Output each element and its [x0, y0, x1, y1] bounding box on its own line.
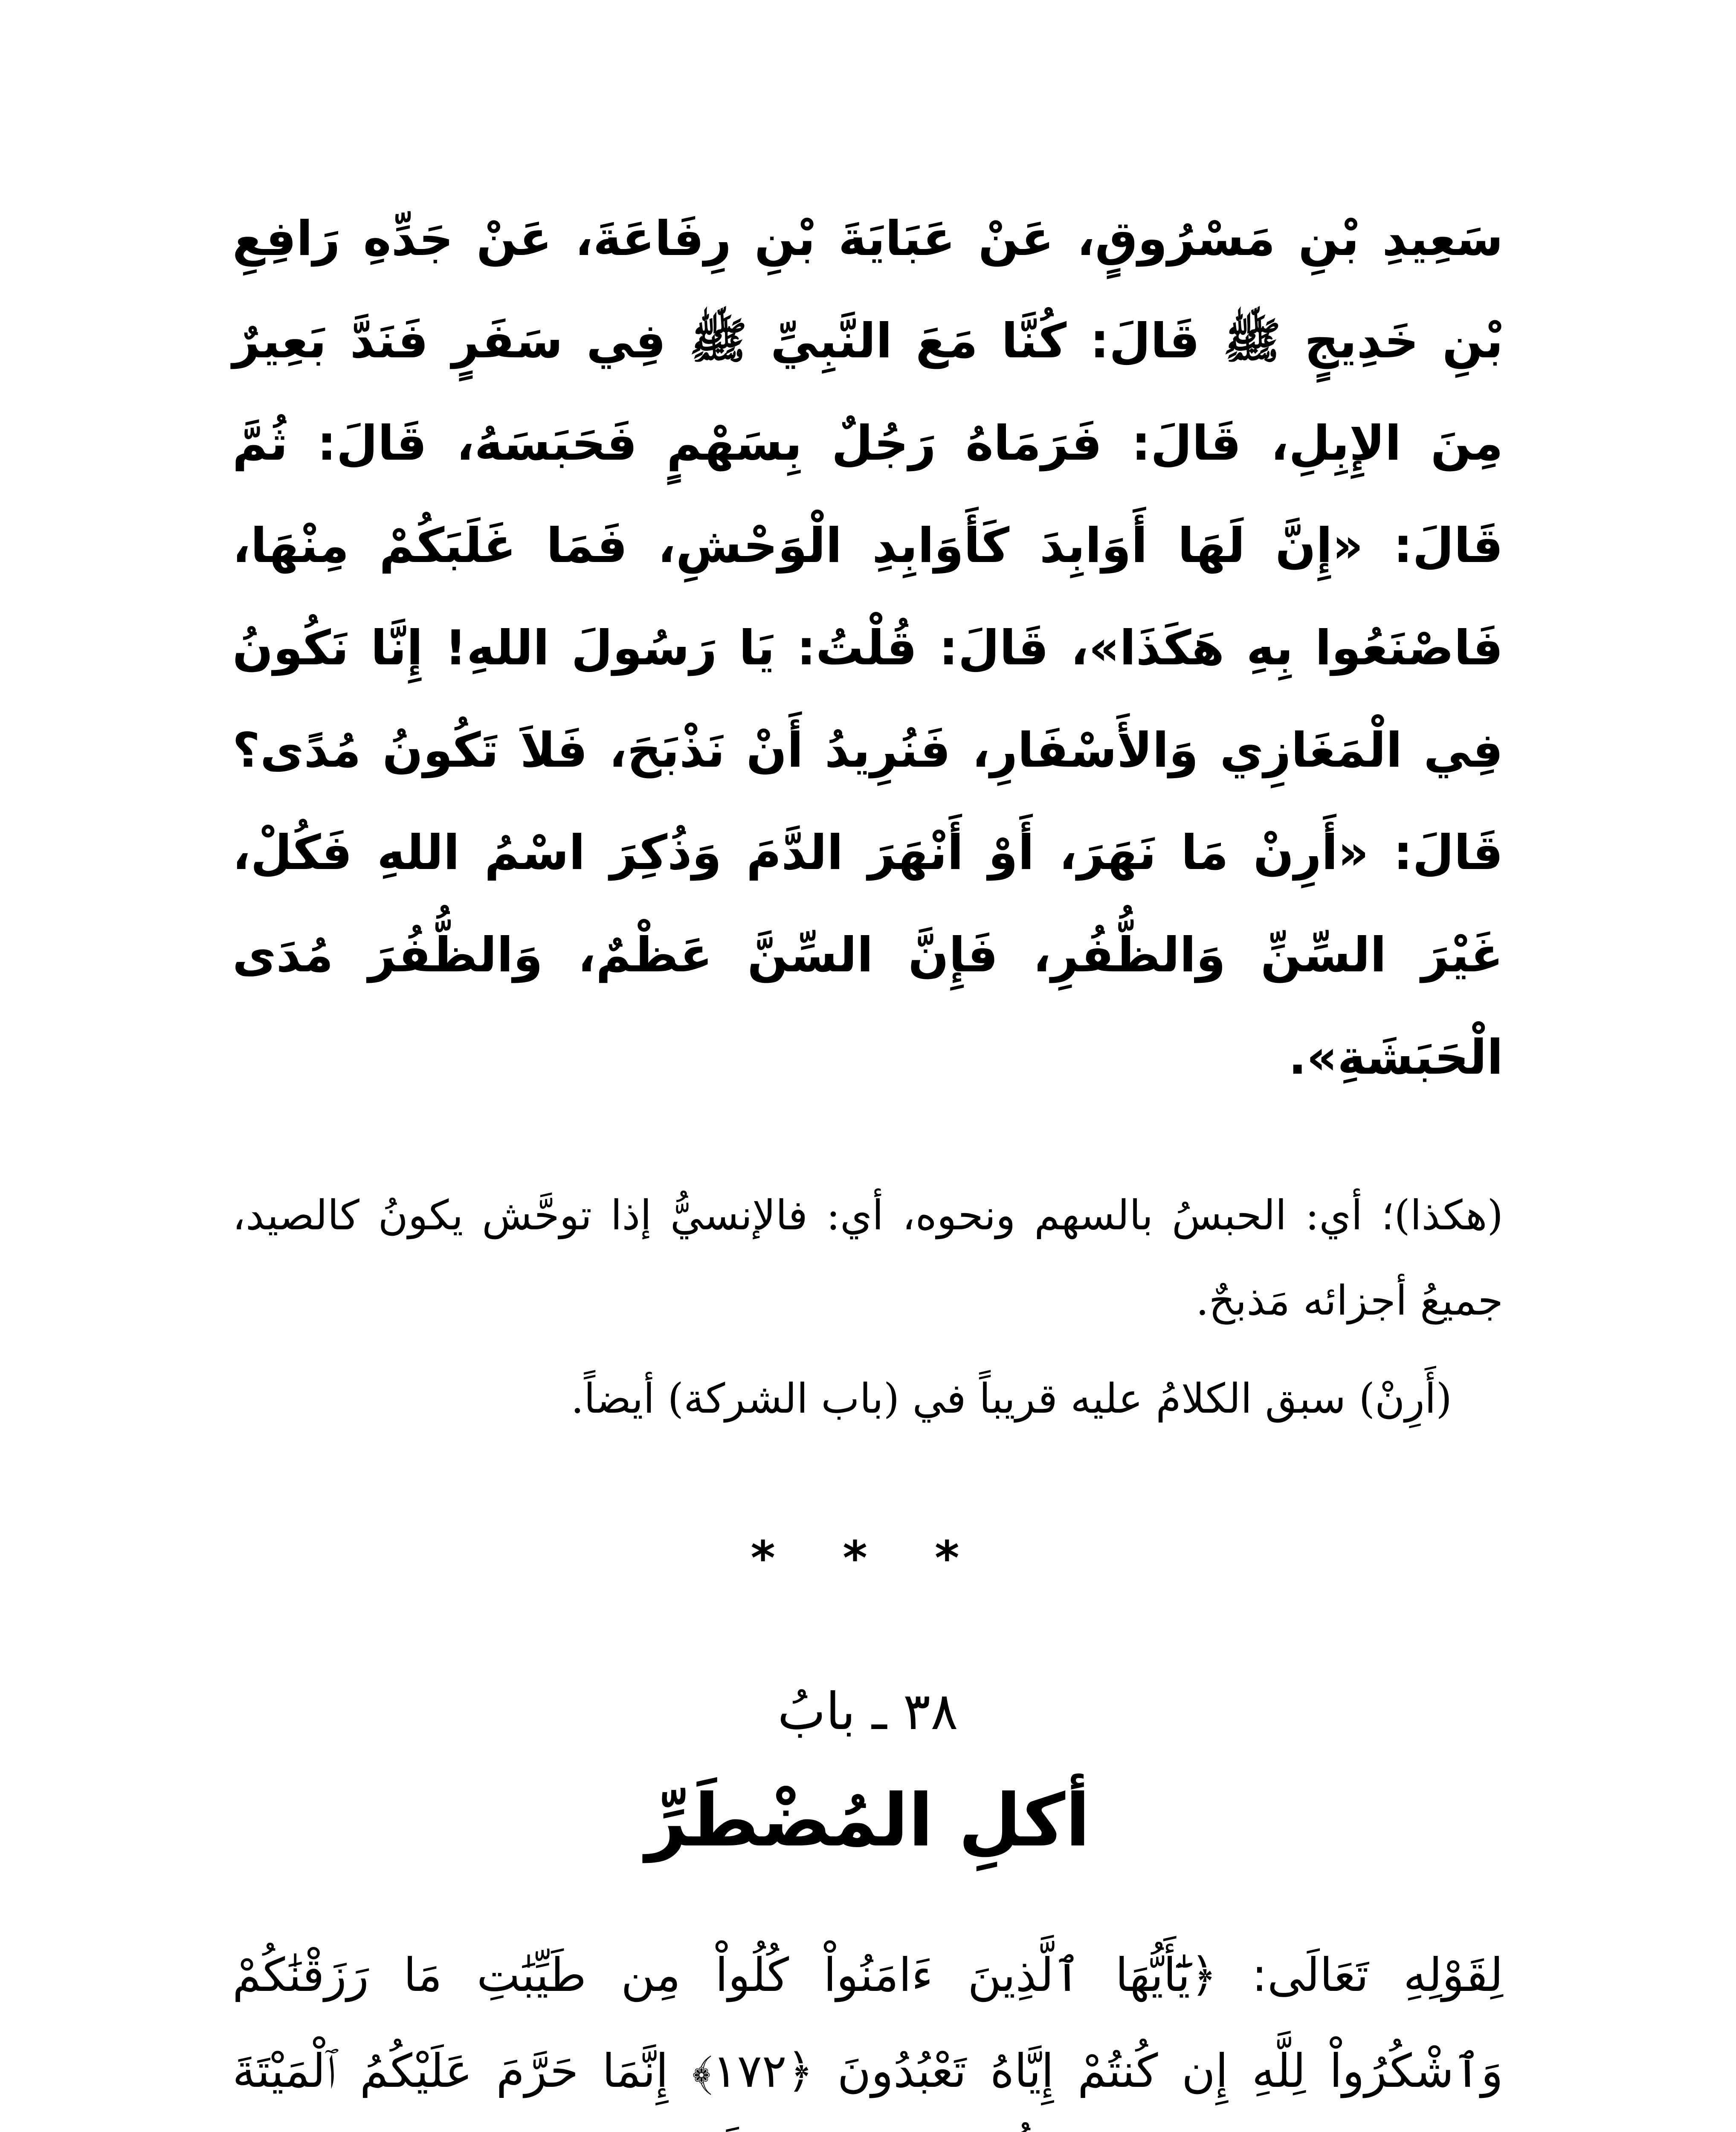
- document-page: [232, 188, 1503, 2132]
- chapter-number: ٣٨ ـ بابُ: [777, 1682, 958, 1741]
- section-separator: * * *: [751, 1531, 985, 1585]
- hadith-text: سَعِيدِ بْنِ مَسْرُوقٍ، عَنْ عَبَايَةَ بْنِ رِفَاعَةَ، عَنْ جَدِّهِ رَافِعِ بْنِ خَدِيجٍ ﷺ قَالَ: كُنَّا مَعَ النَّبِيِّ ﷺ فِي سَفَرٍ فَنَدَّ بَعِيرٌ مِنَ الإِبِلِ، قَالَ: فَرَمَاهُ رَجُلٌ بِسَهْمٍ فَحَبَسَهُ، قَالَ: ثُمَّ قَالَ: «إِنَّ لَهَا أَوَابِدَ كَأَوَابِدِ الْوَحْشِ، فَمَا غَلَبَكُمْ مِنْهَا، فَاصْنَعُوا بِهِ هَكَذَا»، قَالَ: قُلْتُ: يَا رَسُولَ اللهِ! إِنَّا نَكُونُ فِي الْمَغَازِي وَالأَسْفَارِ، فَنُرِيدُ أَنْ نَذْبَحَ، فَلاَ تَكُونُ مُدًى؟ قَالَ: «أَرِنْ مَا نَهَرَ، أَوْ أَنْهَرَ الدَّمَ وَذُكِرَ اسْمُ اللهِ فَكُلْ، غَيْرَ السِّنِّ وَالظُّفُرِ، فَإِنَّ السِّنَّ عَظْمٌ، وَالظُّفُرَ مُدَى الْحَبَشَةِ».: [232, 211, 1503, 1085]
- chapter-title: أكلِ المُضْطَرِّ: [645, 1779, 1090, 1863]
- commentary-note-arin: (أَرِنْ) سبق الكلامُ عليه قريباً في (باب الشركة) أيضاً.: [571, 1375, 1452, 1422]
- commentary-note-hakadha: (هكذا)؛ أي: الحبسُ بالسهم ونحوه، أي: فالإنسيُّ إذا توحَّش يكونُ كالصيد، جميعُ أجزائه مَذبحٌ.: [232, 1191, 1504, 1324]
- quran-verses: لِقَوْلِهِ تَعَالَى: ﴿يَٰٓأَيُّهَا ٱلَّذِينَ ءَامَنُواْ كُلُواْ مِن طَيِّبَٰتِ مَا رَزَقْنَٰكُمْ وَٱشْكُرُواْ لِلَّهِ إِن كُنتُمْ إِيَّاهُ تَعْبُدُونَ ﴿١٧٢﴾ إِنَّمَا حَرَّمَ عَلَيْكُمُ ٱلْمَيْتَةَ: [232, 1949, 1503, 2098]
- commentary: [232, 1173, 1503, 1441]
